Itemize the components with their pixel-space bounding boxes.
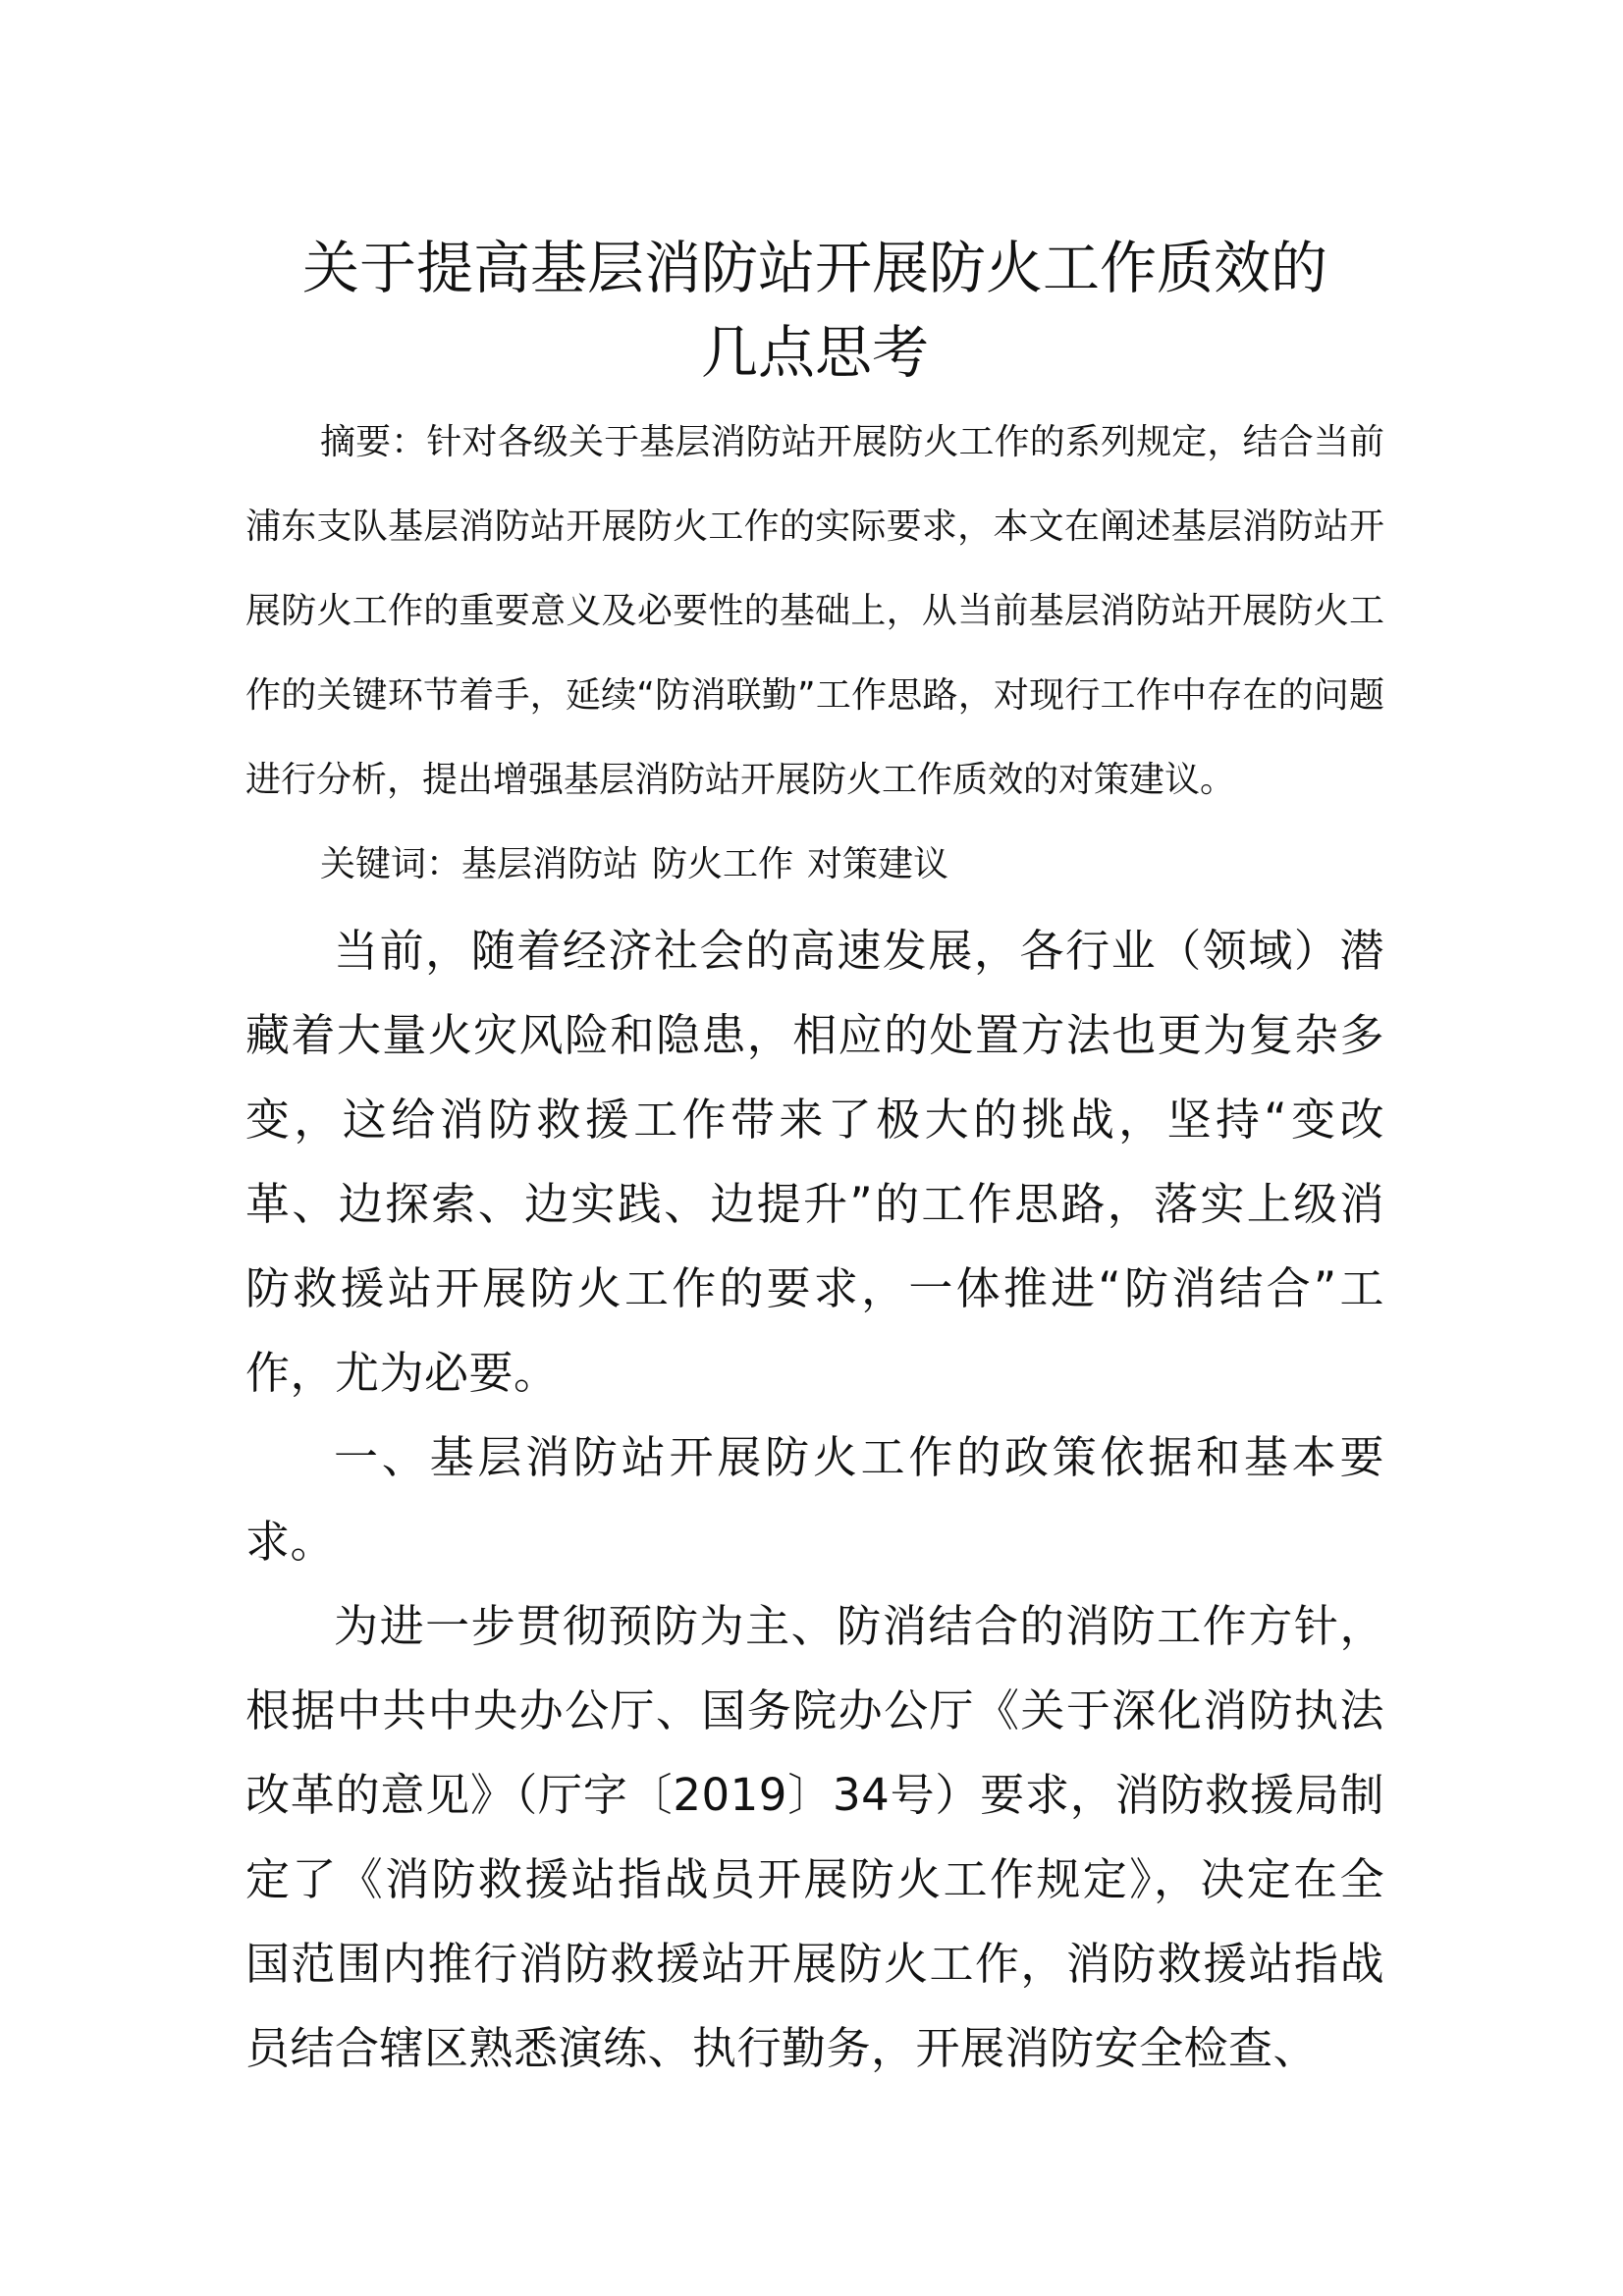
document-title xyxy=(245,226,1384,395)
section-1-paragraph: 为进一步贯彻预防为主、防消结合的消防工作方针，根据中共中央办公厅、国务院办公厅《关于深化消防执法改革的意见》（厅字〔2019〕34号）要求，消防救援局制定了《消防救援站指战员开展防火工作规定》，决定在全国范围内推行消防救援站开展防火工作，消防救援站指战员结合辖区熟悉演练、执行勤务，开展消防安全检查、 xyxy=(245,1600,1384,2074)
title-line-1: 关于提高基层消防站开展防火工作质效的 xyxy=(301,235,1327,301)
keywords-label: 关键词： xyxy=(320,844,462,884)
keywords xyxy=(245,823,1384,907)
intro-paragraph: 当前，随着经济社会的高速发展，各行业（领域）潜藏着大量火灾风险和隐患，相应的处置方法也更为复杂多变，这给消防救援工作带来了极大的挑战，坚持“变改革、边探索、边实践、边提升”的工作思路，落实上级消防救援站开展防火工作的要求，一体推进“防消结合”工作，尤为必要。 xyxy=(245,925,1384,1399)
section-1-heading: 一、基层消防站开展防火工作的政策依据和基本要求。 xyxy=(245,1431,1384,1568)
abstract xyxy=(245,400,1384,823)
abstract-text: 针对各级关于基层消防站开展防火工作的系列规定，结合当前浦东支队基层消防站开展防火工作的实际要求，本文在阐述基层消防站开展防火工作的重要意义及必要性的基础上，从当前基层消防站开展防火工作的关键环节着手，延续“防消联勤”工作思路，对现行工作中存在的问题进行分析，提出增强基层消防站开展防火工作质效的对策建议。 xyxy=(245,422,1384,800)
keyword-term: 基层消防站 xyxy=(461,844,639,884)
keyword-term: 对策建议 xyxy=(807,844,949,884)
abstract-label: 摘要： xyxy=(320,422,427,462)
document-page xyxy=(245,226,1384,2091)
keyword-term: 防火工作 xyxy=(652,844,794,884)
title-line-2: 几点思考 xyxy=(700,319,929,386)
